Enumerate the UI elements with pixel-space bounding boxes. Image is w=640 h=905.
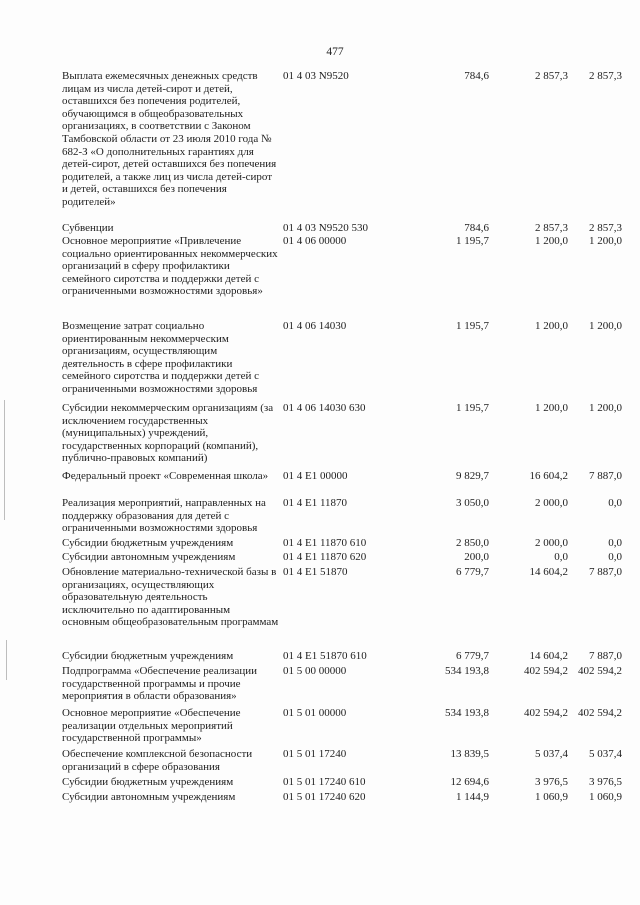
scan-edge-mark bbox=[6, 640, 7, 680]
row-value-1: 784,6 bbox=[464, 222, 489, 234]
row-value-3: 0,0 bbox=[608, 497, 622, 509]
row-value-3: 402 594,2 bbox=[578, 707, 622, 719]
row-value-3: 5 037,4 bbox=[589, 748, 622, 760]
row-value-2: 2 000,0 bbox=[535, 537, 568, 549]
row-code: 01 5 01 17240 610 bbox=[283, 776, 366, 788]
row-code: 01 4 06 14030 630 bbox=[283, 402, 366, 414]
row-name: Субвенции bbox=[62, 222, 114, 234]
row-value-3: 0,0 bbox=[608, 537, 622, 549]
row-value-3: 0,0 bbox=[608, 551, 622, 563]
row-value-2: 1 200,0 bbox=[535, 235, 568, 247]
row-value-2: 1 200,0 bbox=[535, 402, 568, 414]
row-code: 01 5 01 00000 bbox=[283, 707, 347, 719]
page-number: 477 bbox=[326, 46, 344, 58]
row-name: Субсидии бюджетным учреждениям bbox=[62, 776, 234, 788]
row-value-2: 16 604,2 bbox=[529, 470, 568, 482]
row-name: Субсидии бюджетным учреждениям bbox=[62, 537, 234, 549]
row-value-2: 2 857,3 bbox=[535, 70, 568, 82]
scan-edge-mark bbox=[4, 400, 5, 520]
row-value-1: 1 195,7 bbox=[456, 320, 489, 332]
row-value-2: 14 604,2 bbox=[529, 566, 568, 578]
row-value-1: 784,6 bbox=[464, 70, 489, 82]
row-code: 01 5 01 17240 620 bbox=[283, 791, 366, 803]
row-value-2: 3 976,5 bbox=[535, 776, 568, 788]
row-code: 01 5 00 00000 bbox=[283, 665, 347, 677]
row-code: 01 4 E1 11870 620 bbox=[283, 551, 367, 563]
row-value-2: 5 037,4 bbox=[535, 748, 568, 760]
row-value-3: 7 887,0 bbox=[589, 566, 622, 578]
row-value-2: 402 594,2 bbox=[524, 665, 568, 677]
row-value-3: 402 594,2 bbox=[578, 665, 622, 677]
row-code: 01 4 03 N9520 530 bbox=[283, 222, 368, 234]
row-code: 01 4 E1 51870 610 bbox=[283, 650, 367, 662]
row-code: 01 5 01 17240 bbox=[283, 748, 347, 760]
row-name: Обновление материально-технической базы в организациях, осуществляющих образовательную деятельность исключительно по адаптированным основным общеобразовательным программам bbox=[62, 566, 279, 629]
row-value-3: 7 887,0 bbox=[589, 470, 622, 482]
row-name: Основное мероприятие «Привлечение социально ориентированных некоммерческих организаций в сферу профилактики семейного сиротства и поддержки детей с ограниченными возможностями здоровья» bbox=[62, 235, 278, 298]
row-code: 01 4 03 N9520 bbox=[283, 70, 349, 82]
row-value-3: 2 857,3 bbox=[589, 222, 622, 234]
row-code: 01 4 06 00000 bbox=[283, 235, 347, 247]
row-value-2: 2 857,3 bbox=[535, 222, 568, 234]
row-value-3: 1 200,0 bbox=[589, 235, 622, 247]
row-name: Выплата ежемесячных денежных средств лицам из числа детей-сирот и детей, оставшихся без попечения родителей, обучающимся в общеобразовательных организациях, в соответствии с Законом Тамбовской области от 23 июля 2010 года № 682-З «О дополнительных гарантиях для детей-сирот, детей оставшихся без попечения родителей, а также лиц из числа детей-сирот и детей, оставшихся без попечения родителей» bbox=[62, 70, 277, 208]
row-code: 01 4 E1 11870 bbox=[283, 497, 348, 509]
row-value-1: 534 193,8 bbox=[445, 707, 489, 719]
row-value-1: 1 144,9 bbox=[456, 791, 489, 803]
row-value-3: 1 200,0 bbox=[589, 402, 622, 414]
row-value-1: 6 779,7 bbox=[456, 650, 489, 662]
row-value-2: 0,0 bbox=[554, 551, 568, 563]
row-code: 01 4 E1 11870 610 bbox=[283, 537, 367, 549]
row-value-3: 2 857,3 bbox=[589, 70, 622, 82]
row-name: Федеральный проект «Современная школа» bbox=[62, 470, 269, 482]
row-name: Субсидии автономным учреждениям bbox=[62, 551, 236, 563]
row-value-1: 200,0 bbox=[464, 551, 489, 563]
row-code: 01 4 06 14030 bbox=[283, 320, 347, 332]
row-name: Обеспечение комплексной безопасности организаций в сфере образования bbox=[62, 748, 253, 773]
row-value-3: 3 976,5 bbox=[589, 776, 622, 788]
row-value-1: 9 829,7 bbox=[456, 470, 489, 482]
row-name: Субсидии некоммерческим организациям (за исключением государственных (муниципальных) учреждений, государственных корпораций (компаний), публично-правовых компаний) bbox=[62, 402, 274, 465]
row-value-2: 2 000,0 bbox=[535, 497, 568, 509]
row-name: Реализация мероприятий, направленных на поддержку образования для детей с ограниченными возможностями здоровья bbox=[62, 497, 266, 535]
row-name: Субсидии автономным учреждениям bbox=[62, 791, 236, 803]
row-value-3: 7 887,0 bbox=[589, 650, 622, 662]
row-value-1: 3 050,0 bbox=[456, 497, 489, 509]
row-value-3: 1 060,9 bbox=[589, 791, 622, 803]
row-name: Подпрограмма «Обеспечение реализации государственной программы и прочие мероприятия в области образования» bbox=[62, 665, 257, 703]
row-value-1: 1 195,7 bbox=[456, 235, 489, 247]
row-value-2: 14 604,2 bbox=[529, 650, 568, 662]
row-value-2: 1 060,9 bbox=[535, 791, 568, 803]
row-name: Основное мероприятие «Обеспечение реализации отдельных мероприятий государственной программы» bbox=[62, 707, 241, 745]
row-value-3: 1 200,0 bbox=[589, 320, 622, 332]
row-value-1: 534 193,8 bbox=[445, 665, 489, 677]
row-value-2: 1 200,0 bbox=[535, 320, 568, 332]
row-code: 01 4 E1 00000 bbox=[283, 470, 348, 482]
row-value-1: 6 779,7 bbox=[456, 566, 489, 578]
row-code: 01 4 E1 51870 bbox=[283, 566, 348, 578]
row-value-1: 2 850,0 bbox=[456, 537, 489, 549]
row-name: Субсидии бюджетным учреждениям bbox=[62, 650, 234, 662]
row-name: Возмещение затрат социально ориентированным некоммерческим организациям, осуществляющим деятельность в сфере профилактики семейного сиротства и поддержки детей с ограниченными возможностями здоровья bbox=[62, 320, 259, 395]
row-value-2: 402 594,2 bbox=[524, 707, 568, 719]
row-value-1: 12 694,6 bbox=[450, 776, 489, 788]
row-value-1: 1 195,7 bbox=[456, 402, 489, 414]
row-value-1: 13 839,5 bbox=[450, 748, 489, 760]
